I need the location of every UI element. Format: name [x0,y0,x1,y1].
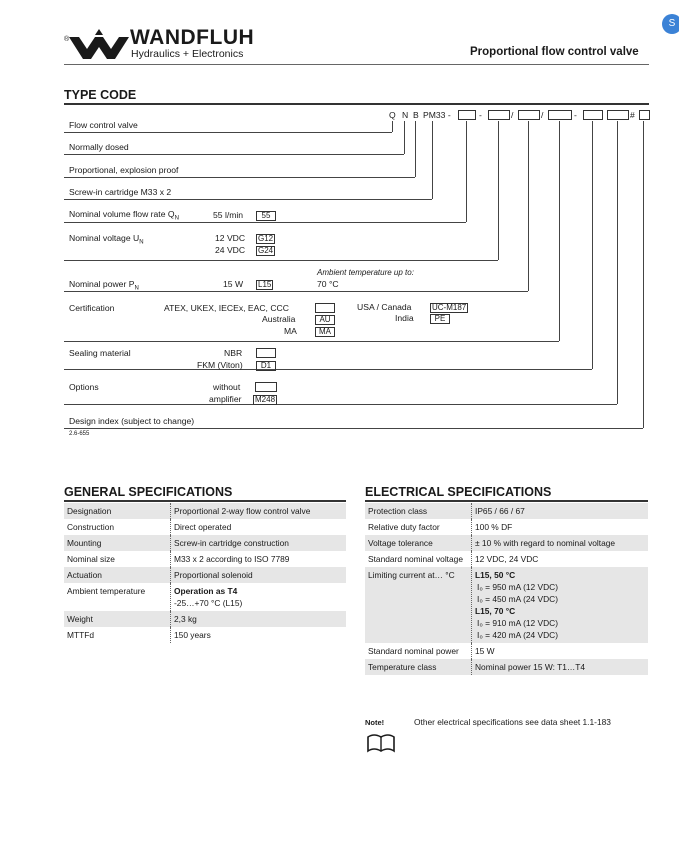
general-rule [64,500,346,502]
leader-pm33 [432,121,433,199]
electrical-value-line: I₀ = 910 mA (12 VDC) [477,618,558,628]
cert-australia-code: AU [315,315,335,325]
power-sub: N [134,285,139,292]
flow-rate-value: 55 l/min [213,210,244,220]
code-sep-1: - [479,110,482,120]
flow-rate-sub: N [174,215,179,222]
book-icon [366,731,396,755]
general-value [171,583,347,611]
electrical-row [365,643,648,659]
options-amplifier-code: M248 [255,395,276,404]
leader-design [643,121,644,428]
leader-q [392,121,393,132]
general-value [171,567,347,583]
general-key: Actuation [64,567,171,583]
electrical-row [365,503,648,519]
code-box-design [639,110,650,120]
code-q: Q [389,110,396,120]
general-value [171,535,347,551]
general-value-line: 2,3 kg [174,614,197,624]
wandfluh-logo-icon [69,27,129,61]
electrical-value-line: 12 VDC, 24 VDC [475,554,539,564]
general-row [64,535,346,551]
leader-seal [592,121,593,369]
leader-power [528,121,529,291]
reference-number: 2.6-655 [69,431,90,437]
code-b: B [413,110,419,120]
label-voltage [69,233,144,246]
power-value: 15 W [223,279,244,289]
ambient-label: Ambient temperature up to: [317,268,414,277]
electrical-key: Relative duty factor [368,522,440,532]
code-box-power [518,110,540,120]
row-line-1 [64,132,392,133]
general-value-line: M33 x 2 according to ISO 7789 [174,554,290,564]
label-sealing: Sealing material [69,348,131,358]
code-n: N [402,110,409,120]
general-key: MTTFd [67,630,94,640]
electrical-key: Voltage tolerance [365,535,472,551]
electrical-value-line: L15, 70 °C [475,606,516,616]
cert-ma: MA [284,326,297,336]
general-row [64,503,346,519]
general-key: Mounting [64,535,171,551]
electrical-value-line: I₀ = 950 mA (12 VDC) [477,582,558,592]
code-sep-3: / [541,110,544,120]
general-value [171,519,347,535]
cert-ma-code: MA [315,327,335,337]
general-value-line: 150 years [174,630,211,640]
electrical-table [365,503,648,675]
leader-n [404,121,405,154]
general-key: Construction [67,522,115,532]
electrical-rule [365,500,648,502]
label-design-index: Design index (subject to change) [69,416,195,426]
sealing-fkm: FKM (Viton) [197,360,243,370]
code-sep-hash: # [630,110,635,120]
label-options: Options [69,382,99,392]
code-box-flow [458,110,476,120]
general-table [64,503,346,643]
label-prop-explosion: Proportional, explosion proof [69,165,179,175]
electrical-value-line: ± 10 % with regard to nominal voltage [475,538,616,548]
label-normally-dosed: Normally dosed [69,142,129,152]
brand-subtitle: Hydraulics + Electronics [131,48,244,60]
general-value [171,503,347,519]
general-row [64,551,346,567]
label-power [69,279,139,292]
code-pm33: PM33 - [423,110,451,120]
electrical-value-line: 100 % DF [475,522,513,532]
logo-registered: ® [64,36,70,43]
sealing-nbr: NBR [224,348,243,358]
general-key: Designation [64,503,171,519]
electrical-value-line: IP65 / 66 / 67 [475,506,525,516]
voltage-12: 12 VDC [215,233,246,243]
row-line-3 [64,177,415,178]
power-code: L15 [258,280,272,289]
code-box-cert [548,110,572,120]
sealing-nbr-box [256,348,276,358]
electrical-value-line: L15, 50 °C [475,570,516,580]
electrical-key: Limiting current at… °C [365,567,472,643]
cert-usa: USA / Canada [357,302,412,312]
general-value-line: -25…+70 °C (L15) [174,598,243,608]
electrical-row [365,535,648,551]
code-box-seal [583,110,603,120]
general-value-line: Proportional solenoid [174,570,253,580]
power-text: Nominal power P [69,279,135,289]
type-code-heading: TYPE CODE [64,88,137,102]
voltage-text: Nominal voltage U [69,233,140,243]
electrical-heading: ELECTRICAL SPECIFICATIONS [365,485,552,499]
brand-name: WANDFLUH [130,26,255,49]
electrical-key: Standard nominal voltage [368,554,463,564]
electrical-key: Temperature class [365,659,472,675]
ambient-value: 70 °C [317,279,339,289]
voltage-12-code: G12 [258,234,274,243]
flow-rate-text: Nominal volume flow rate Q [69,209,175,219]
leader-flow [466,121,467,222]
row-line-11 [64,428,643,429]
general-value [171,551,347,567]
general-key: Weight [64,611,171,627]
row-line-10 [64,404,617,405]
help-badge[interactable]: S [662,14,679,34]
voltage-sub: N [139,239,144,246]
code-sep-4: - [574,110,577,120]
leader-voltage [498,121,499,260]
electrical-value-line: Nominal power 15 W: T1…T4 [475,662,586,672]
row-line-8 [64,341,559,342]
electrical-value [472,659,649,675]
note-text: Other electrical specifications see data sheet 1.1-183 [414,717,611,727]
electrical-row [365,551,648,567]
electrical-row [365,567,648,643]
electrical-key: Standard nominal power [368,646,459,656]
header-rule [64,64,649,65]
options-without: without [213,382,241,392]
electrical-value [472,535,649,551]
general-row [64,519,346,535]
general-value-line: Operation as T4 [174,586,238,596]
row-line-2 [64,154,404,155]
code-box-voltage [488,110,510,120]
general-value-line: Proportional 2-way flow control valve [174,506,311,516]
label-flow-rate [69,209,179,222]
electrical-value [472,567,649,643]
code-box-options [607,110,629,120]
note-label: Note! [365,718,385,727]
voltage-24-code: G24 [258,246,274,255]
electrical-value-line: I₀ = 420 mA (24 VDC) [477,630,558,640]
options-without-box [255,382,277,392]
electrical-row [365,519,648,535]
electrical-value [472,643,649,659]
general-value [171,611,347,627]
row-line-9 [64,369,592,370]
general-key: Nominal size [67,554,115,564]
leader-options [617,121,618,404]
options-amplifier: amplifier [209,394,242,404]
general-row [64,583,346,611]
type-code-rule [64,103,649,105]
cert-india-code: PE [430,314,450,324]
document-title: Proportional flow control valve [470,46,639,58]
cert-atex: ATEX, UKEX, IECEx, EAC, CCC [164,303,289,313]
electrical-value-line: 15 W [475,646,495,656]
code-sep-2: / [511,110,514,120]
label-cartridge: Screw-in cartridge M33 x 2 [69,187,172,197]
row-line-6 [64,260,498,261]
row-line-5 [64,222,466,223]
label-certification: Certification [69,303,115,313]
leader-cert [559,121,560,341]
electrical-row [365,659,648,675]
cert-india: India [395,313,414,323]
general-row [64,567,346,583]
general-value [171,627,347,643]
cert-usa-code: UC-M187 [432,303,467,312]
electrical-value [472,503,649,519]
voltage-24: 24 VDC [215,245,246,255]
electrical-value [472,551,649,567]
general-value-line: Direct operated [174,522,232,532]
flow-rate-code: 55 [256,211,276,221]
electrical-key: Protection class [365,503,472,519]
general-row [64,627,346,643]
cert-atex-box [315,303,335,313]
sealing-fkm-code: D1 [256,361,276,371]
general-row [64,611,346,627]
leader-b [415,121,416,177]
electrical-value-line: I₀ = 450 mA (24 VDC) [477,594,558,604]
cert-australia: Australia [262,314,296,324]
label-flow-control-valve: Flow control valve [69,120,138,130]
general-value-line: Screw-in cartridge construction [174,538,289,548]
electrical-value [472,519,649,535]
general-key: Ambient temperature [67,586,146,596]
row-line-4 [64,199,432,200]
logo [64,27,264,67]
general-heading: GENERAL SPECIFICATIONS [64,485,233,499]
